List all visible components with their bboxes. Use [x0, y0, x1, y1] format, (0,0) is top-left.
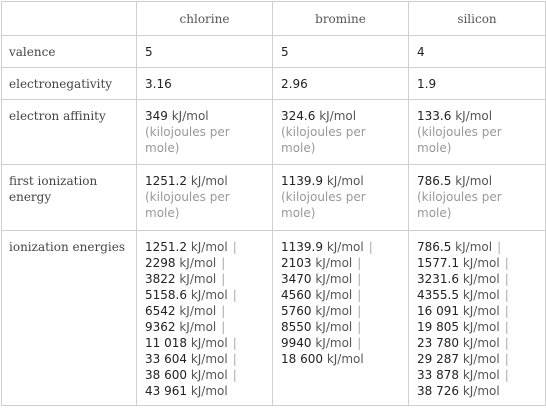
ionization-energy-item	[145, 255, 264, 271]
ionization-energy-item	[145, 367, 264, 383]
ionization-energy-item	[281, 335, 400, 351]
ionization-energy-item	[417, 239, 537, 255]
unit-note: (kilojoules per mole)	[417, 190, 502, 220]
row-valence	[2, 36, 546, 68]
unit: kJ/mol	[326, 352, 364, 366]
unit: kJ/mol	[190, 240, 228, 254]
unit: kJ/mol	[190, 336, 228, 350]
ionization-energy-item	[417, 287, 537, 303]
unit: kJ/mol	[179, 256, 217, 270]
separator: |	[357, 288, 362, 302]
unit: kJ/mol	[315, 256, 353, 270]
unit: kJ/mol	[315, 304, 353, 318]
unit: kJ/mol	[462, 336, 500, 350]
ionization-energy-item	[281, 255, 400, 271]
value: 3822	[145, 272, 180, 286]
value: 2103	[281, 256, 316, 270]
separator: |	[504, 272, 509, 286]
ionization-energy-item	[145, 383, 264, 399]
separator: |	[504, 288, 509, 302]
ionization-energy-item	[145, 351, 264, 367]
row-ionization-energies	[2, 231, 546, 406]
separator: |	[221, 256, 226, 270]
cell-ionization-energies-silicon	[409, 231, 546, 406]
header-chlorine: chlorine	[137, 2, 273, 36]
unit: kJ/mol	[190, 384, 228, 398]
ionization-energy-item	[417, 255, 537, 271]
value: 5760	[281, 304, 316, 318]
ionization-energy-item	[145, 303, 264, 319]
cell-electronegativity-chlorine: 3.16	[137, 68, 273, 100]
unit: kJ/mol	[462, 384, 500, 398]
value: 33 878	[417, 368, 463, 382]
value: 29 287	[417, 352, 463, 366]
header-corner	[2, 2, 137, 36]
ionization-energy-item	[145, 271, 264, 287]
row-label: first ionization energy	[2, 165, 137, 231]
cell-electronegativity-bromine: 2.96	[273, 68, 409, 100]
value: 6542	[145, 304, 180, 318]
unit: kJ/mol	[455, 174, 493, 188]
separator: |	[232, 368, 237, 382]
unit: kJ/mol	[315, 336, 353, 350]
separator: |	[232, 336, 237, 350]
row-electronegativity	[2, 68, 546, 100]
value: 38 726	[417, 384, 463, 398]
unit: kJ/mol	[455, 109, 493, 123]
cell-electron-affinity-chlorine	[137, 100, 273, 165]
value: 38 600	[145, 368, 191, 382]
separator: |	[504, 368, 509, 382]
value: 5158.6	[145, 288, 191, 302]
row-electron-affinity	[2, 100, 546, 165]
cell-first-ionization-chlorine	[137, 165, 273, 231]
value: 18 600	[281, 352, 327, 366]
value: 4355.5	[417, 288, 463, 302]
unit: kJ/mol	[190, 174, 228, 188]
unit: kJ/mol	[171, 109, 209, 123]
cell-first-ionization-silicon	[409, 165, 546, 231]
unit: kJ/mol	[462, 288, 500, 302]
cell-valence-silicon: 4	[409, 36, 546, 68]
header-row	[2, 2, 546, 36]
row-first-ionization-energy	[2, 165, 546, 231]
value: 324.6	[281, 109, 316, 123]
unit: kJ/mol	[315, 320, 353, 334]
unit: kJ/mol	[326, 240, 364, 254]
cell-valence-chlorine: 5	[137, 36, 273, 68]
value: 16 091	[417, 304, 463, 318]
unit: kJ/mol	[179, 272, 217, 286]
unit: kJ/mol	[190, 352, 228, 366]
value: 2298	[145, 256, 180, 270]
separator: |	[504, 256, 509, 270]
separator: |	[357, 336, 362, 350]
unit: kJ/mol	[462, 256, 500, 270]
separator: |	[232, 352, 237, 366]
ionization-energy-item	[417, 303, 537, 319]
separator: |	[357, 272, 362, 286]
ionization-energy-item	[417, 367, 537, 383]
separator: |	[232, 288, 237, 302]
value: 786.5	[417, 240, 456, 254]
value: 1139.9	[281, 174, 323, 188]
ionization-energy-item	[281, 271, 400, 287]
value: 4560	[281, 288, 316, 302]
ionization-energy-item	[417, 383, 537, 399]
cell-ionization-energies-bromine	[273, 231, 409, 406]
value: 349	[145, 109, 168, 123]
ionization-energy-item	[281, 303, 400, 319]
value: 786.5	[417, 174, 452, 188]
value: 3470	[281, 272, 316, 286]
cell-electron-affinity-silicon	[409, 100, 546, 165]
unit: kJ/mol	[319, 109, 357, 123]
ionization-energy-item	[281, 239, 400, 255]
cell-ionization-energies-chlorine	[137, 231, 273, 406]
row-label: valence	[2, 36, 137, 68]
ionization-energy-item	[145, 319, 264, 335]
unit: kJ/mol	[179, 304, 217, 318]
unit: kJ/mol	[315, 288, 353, 302]
ionization-energy-item	[145, 335, 264, 351]
value: 33 604	[145, 352, 191, 366]
value: 1139.9	[281, 240, 327, 254]
cell-electron-affinity-bromine	[273, 100, 409, 165]
ionization-energy-item	[417, 271, 537, 287]
separator: |	[357, 304, 362, 318]
separator: |	[232, 240, 237, 254]
ionization-energy-item	[281, 351, 400, 367]
value: 11 018	[145, 336, 191, 350]
unit: kJ/mol	[190, 368, 228, 382]
separator: |	[357, 256, 362, 270]
separator: |	[497, 240, 502, 254]
value: 9362	[145, 320, 180, 334]
unit-note: (kilojoules per mole)	[417, 125, 502, 155]
unit: kJ/mol	[315, 272, 353, 286]
cell-valence-bromine: 5	[273, 36, 409, 68]
cell-electronegativity-silicon: 1.9	[409, 68, 546, 100]
ionization-energy-item	[145, 287, 264, 303]
header-bromine: bromine	[273, 2, 409, 36]
unit-note: (kilojoules per mole)	[145, 125, 230, 155]
row-label: electronegativity	[2, 68, 137, 100]
value: 1577.1	[417, 256, 463, 270]
separator: |	[221, 272, 226, 286]
separator: |	[357, 320, 362, 334]
unit: kJ/mol	[455, 240, 493, 254]
unit: kJ/mol	[190, 288, 228, 302]
element-comparison-table	[1, 1, 546, 406]
separator: |	[504, 320, 509, 334]
separator: |	[504, 336, 509, 350]
unit: kJ/mol	[462, 352, 500, 366]
unit-note: (kilojoules per mole)	[281, 125, 366, 155]
value: 9940	[281, 336, 316, 350]
row-label: ionization energies	[2, 231, 137, 406]
ionization-energy-item	[281, 287, 400, 303]
value: 8550	[281, 320, 316, 334]
unit: kJ/mol	[462, 320, 500, 334]
ionization-energy-item	[417, 351, 537, 367]
unit-note: (kilojoules per mole)	[281, 190, 366, 220]
separator: |	[368, 240, 373, 254]
header-silicon: silicon	[409, 2, 546, 36]
unit: kJ/mol	[179, 320, 217, 334]
ionization-energy-item	[281, 319, 400, 335]
unit: kJ/mol	[326, 174, 364, 188]
value: 1251.2	[145, 240, 191, 254]
separator: |	[504, 304, 509, 318]
unit-note: (kilojoules per mole)	[145, 190, 230, 220]
value: 23 780	[417, 336, 463, 350]
unit: kJ/mol	[462, 272, 500, 286]
cell-first-ionization-bromine	[273, 165, 409, 231]
separator: |	[504, 352, 509, 366]
separator: |	[221, 304, 226, 318]
ionization-energy-item	[145, 239, 264, 255]
row-label: electron affinity	[2, 100, 137, 165]
value: 19 805	[417, 320, 463, 334]
value: 3231.6	[417, 272, 463, 286]
separator: |	[221, 320, 226, 334]
unit: kJ/mol	[462, 304, 500, 318]
ionization-energy-item	[417, 335, 537, 351]
value: 43 961	[145, 384, 191, 398]
unit: kJ/mol	[462, 368, 500, 382]
value: 133.6	[417, 109, 452, 123]
value: 1251.2	[145, 174, 187, 188]
ionization-energy-item	[417, 319, 537, 335]
